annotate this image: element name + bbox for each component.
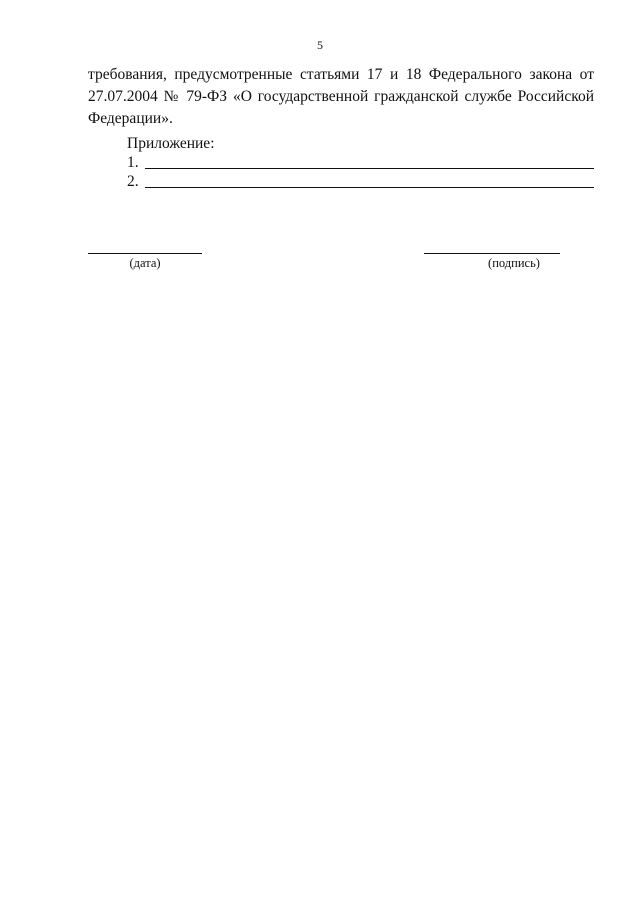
- date-blank-line: [88, 253, 202, 254]
- attachment-blank-line: [145, 155, 594, 169]
- date-caption: (дата): [129, 256, 161, 270]
- attachments-section: [127, 134, 594, 191]
- attachment-number: 2.: [127, 173, 139, 190]
- attachment-number: 1.: [127, 154, 139, 171]
- attachment-item: [127, 153, 594, 172]
- page-number: 5: [317, 38, 323, 52]
- body-paragraph: требования, предусмотренные статьями 17 и 18 Федерального закона от 27.07.2004 № 79-ФЗ «О государственной гражданской службе Российской Федерации».: [88, 66, 594, 127]
- attachments-heading: Приложение:: [127, 135, 215, 152]
- attachment-blank-line: [145, 174, 594, 188]
- signature-caption: (подпись): [488, 256, 540, 270]
- attachment-item: [127, 172, 594, 191]
- signature-blank-line: [424, 253, 560, 254]
